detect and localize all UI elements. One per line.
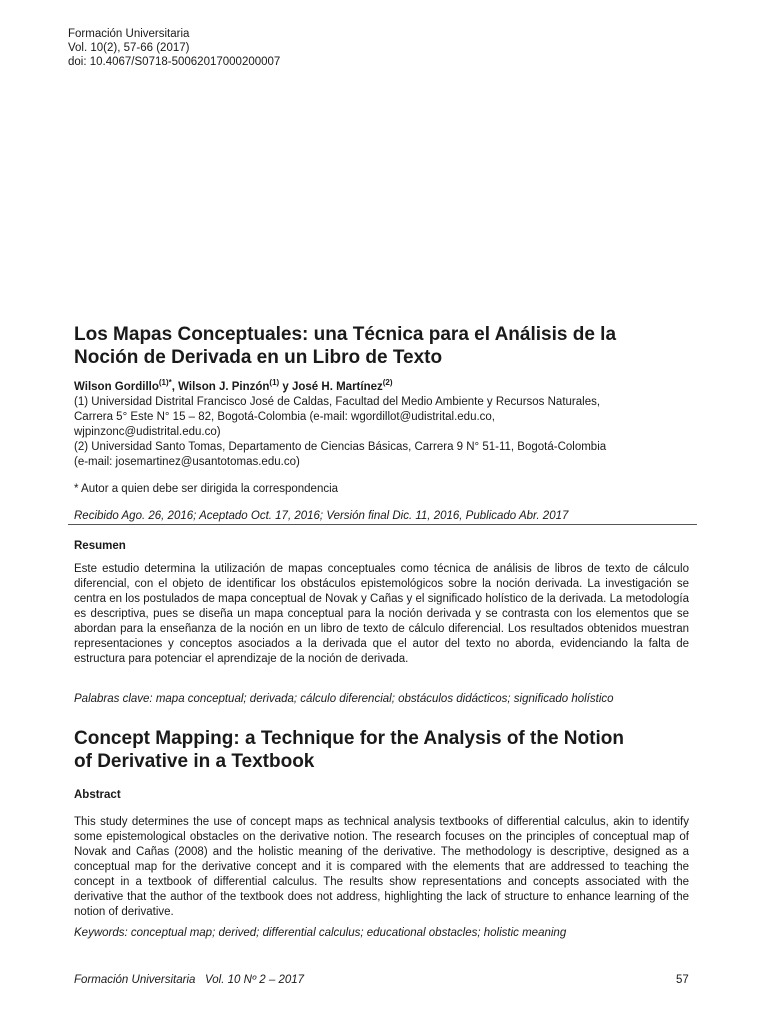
correspondence-note: * Autor a quien debe ser dirigida la correspondencia xyxy=(74,483,339,495)
resumen-heading: Resumen xyxy=(74,540,126,552)
author-names xyxy=(74,380,714,395)
header-divider xyxy=(68,524,697,525)
journal-volume: Vol. 10(2), 57-66 (2017) xyxy=(68,42,190,54)
affiliation-1-line-2: Carrera 5° Este N° 15 – 82, Bogotá-Colombia (e-mail: wgordillot@udistrital.edu.co, xyxy=(74,411,496,423)
title-es-line-1: Los Mapas Conceptuales: una Técnica para el Análisis de la xyxy=(74,324,617,345)
affiliation-2-line-2: (e-mail: josemartinez@usantotomas.edu.co) xyxy=(74,456,300,468)
journal-name: Formación Universitaria xyxy=(68,28,190,40)
author-2-name: , Wilson J. Pinzón xyxy=(171,381,270,393)
author-1-name: Wilson Gordillo xyxy=(74,381,159,393)
article-title-english xyxy=(74,727,704,773)
article-title-spanish xyxy=(74,323,704,369)
affiliation-1-line-1: (1) Universidad Distrital Francisco José de Caldas, Facultad del Medio Ambiente y Recursos Naturales, xyxy=(74,396,601,408)
keywords: Keywords: conceptual map; derived; differential calculus; educational obstacles; holistic meaning xyxy=(74,927,567,939)
abstract-heading: Abstract xyxy=(74,789,121,801)
journal-header xyxy=(68,27,280,69)
journal-doi[interactable]: doi: 10.4067/S0718-50062017000200007 xyxy=(68,56,281,68)
author-3-affiliation-mark: (2) xyxy=(382,378,393,388)
title-es-line-2: Noción de Derivada en un Libro de Texto xyxy=(74,347,443,368)
author-3-name: y José H. Martínez xyxy=(279,381,383,393)
title-en-line-1: Concept Mapping: a Technique for the Analysis of the Notion xyxy=(74,728,624,749)
footer-journal-issue: Formación Universitaria Vol. 10 Nº 2 – 2017 xyxy=(74,974,305,986)
title-en-line-2: of Derivative in a Textbook xyxy=(74,751,315,772)
author-1-affiliation-mark: (1)* xyxy=(158,378,172,388)
affiliation-1-line-3: wjpinzonc@udistrital.edu.co) xyxy=(74,426,221,438)
resumen-text: Este estudio determina la utilización de mapas conceptuales como técnica de análisis de libros de texto de cálculo diferencial, con el objeto de identificar los obstáculos epistemológicos sobre la noción derivada. La investigación se centra en los postulados de mapa conceptual de Novak y Cañas y el significado holístico de la derivada. La metodología es descriptiva, pues se diseña un mapa conceptual para la noción derivada y se contrasta con los elementos que se abordan para la enseñanza de la noción en un libro de texto de cálculo diferencial. Los resultados obtenidos muestran representaciones y conceptos asociados a la derivada que el autor del texto no aborda, evidenciando la falta de estructura para potenciar el aprendizaje de la noción de derivada. xyxy=(74,563,689,665)
page-number: 57 xyxy=(676,974,689,986)
affiliation-2-line-1: (2) Universidad Santo Tomas, Departamento de Ciencias Básicas, Carrera 9 N° 51-11, Bogotá-Colombia xyxy=(74,441,607,453)
publication-dates: Recibido Ago. 26, 2016; Aceptado Oct. 17, 2016; Versión final Dic. 11, 2016, Publicado Abr. 2017 xyxy=(74,510,569,522)
abstract-text: This study determines the use of concept maps as technical analysis textbooks of differential calculus, akin to identify some epistemological obstacles on the derivative notion. The research focuses on the principles of conceptual map of Novak and Cañas (2008) and the holistic meaning of the derivative. The methodology is descriptive, designed as a conceptual map for the derivative concept and it is compared with the elements that are addressed to teaching the concept in a textbook of differential calculus. The results show representations and concepts associated with the derivative that the author of the textbook does not address, highlighting the lack of structure to enhance learning of the notion of derivative. xyxy=(74,816,689,918)
palabras-clave: Palabras clave: mapa conceptual; derivada; cálculo diferencial; obstáculos didácticos; significado holístico xyxy=(74,693,614,705)
author-2-affiliation-mark: (1) xyxy=(269,378,280,388)
author-block xyxy=(74,380,714,470)
